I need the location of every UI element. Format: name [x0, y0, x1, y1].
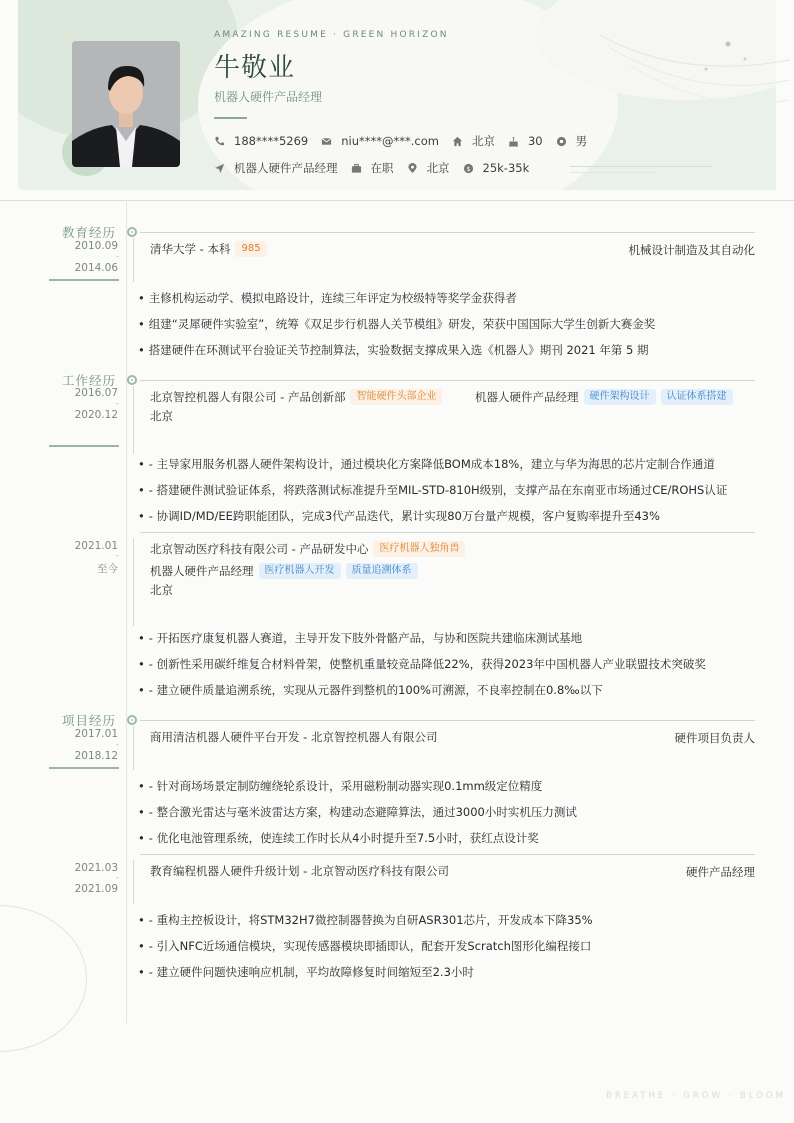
location-pin-icon — [407, 163, 418, 174]
entry-rule — [140, 232, 755, 233]
contact-row — [214, 133, 600, 149]
job1-role-tag: 认证体系搭建 — [661, 389, 733, 405]
job1-date-sep: - — [116, 399, 119, 408]
entry-rule — [140, 380, 755, 381]
list-item: • - 针对商场场景定制防缠绕轮系设计，采用磁粉制动器实现0.1mm级定位精度 — [138, 778, 542, 794]
job2-date-sep: - — [116, 551, 119, 560]
job2-role: 机器人硬件产品经理 — [150, 564, 254, 578]
list-item: • - 建立硬件问题快速响应机制，平均故障修复时间缩短至2.3小时 — [138, 964, 474, 980]
list-item: • - 建立硬件质量追溯系统，实现从元器件到整机的100%可溯源，不良率控制在0.8‰以下 — [138, 682, 603, 698]
job1-role: 机器人硬件产品经理 — [475, 390, 579, 404]
city-text: 北京 — [471, 134, 495, 148]
footer-motto: BREATHE · GROW · BLOOM — [606, 1091, 786, 1101]
age-text: 30 — [527, 134, 543, 148]
list-item: • - 引入NFC近场通信模块，实现传感器模块即插即认，配套开发Scratch图形化编程接口 — [138, 938, 591, 954]
edu-date-sep: - — [116, 252, 119, 261]
contact-email — [321, 134, 439, 148]
gender-icon — [556, 136, 567, 147]
proj2-name: 教育编程机器人硬件升级计划 - 北京智动医疗科技有限公司 — [150, 864, 449, 878]
home-icon — [452, 136, 463, 147]
list-item: • - 重构主控板设计，将STM32H7微控制器替换为自研ASR301芯片，开发成本下降35% — [138, 912, 593, 928]
edu-date-end: 2014.06 — [74, 262, 118, 274]
school-tag: 985 — [235, 241, 266, 257]
entry-bracket — [133, 726, 134, 770]
edu-major: 机械设计制造及其自动化 — [628, 243, 755, 257]
job2-role-line — [150, 563, 418, 579]
contact-phone — [214, 134, 308, 148]
section-title-projects: 项目经历 — [61, 713, 116, 728]
cake-icon — [508, 136, 519, 147]
intention-city-text: 北京 — [426, 161, 450, 175]
decorative-curves — [560, 20, 790, 130]
header-deco-line — [570, 172, 656, 173]
contact-gender — [556, 133, 588, 149]
job1-city: 北京 — [150, 409, 173, 423]
section-title-work: 工作经历 — [61, 373, 116, 388]
contact-age — [508, 134, 543, 148]
candidate-name: 牛敬业 — [214, 53, 296, 83]
job2-role-tag: 质量追溯体系 — [346, 563, 418, 579]
intention-status-text: 在职 — [370, 161, 394, 175]
job2-header — [150, 541, 465, 557]
proj1-name: 商用清洁机器人硬件平台开发 - 北京智控机器人有限公司 — [150, 730, 438, 744]
intention-salary — [463, 161, 530, 175]
contact-city — [452, 133, 495, 149]
list-item: • - 开拓医疗康复机器人赛道，主导开发下肢外骨骼产品，与协和医院共建临床测试基地 — [138, 630, 582, 646]
job-intention-row — [214, 160, 542, 176]
decorative-circle — [0, 905, 87, 1052]
proj2-date-sep: - — [116, 873, 119, 882]
timeline-node — [127, 375, 137, 385]
candidate-title: 机器人硬件产品经理 — [214, 90, 323, 104]
list-item: • - 搭建硬件测试验证体系，将跌落测试标准提升至MIL-STD-810H级别，支撑产品在东南亚市场通过CE/ROHS认证 — [138, 482, 727, 498]
intention-status — [351, 160, 394, 176]
edu-entry-header — [150, 241, 267, 257]
proj2-date-start: 2021.03 — [74, 862, 118, 874]
list-item: • - 创新性采用碳纤维复合材料骨架，使整机重量较竞品降低22%，获得2023年中国机器人产业联盟技术突破奖 — [138, 656, 706, 672]
briefcase-icon — [351, 163, 362, 174]
proj1-role: 硬件项目负责人 — [674, 731, 755, 745]
intention-salary-text: 25k-35k — [482, 161, 530, 175]
list-item: • 搭建硬件在环测试平台验证关节控制算法，实验数据支撑成果入选《机器人》期刊 2021 年第 5 期 — [138, 342, 649, 358]
entry-rule — [140, 720, 755, 721]
entry-bracket — [133, 386, 134, 454]
timeline-node — [127, 715, 137, 725]
job2-role-tag: 医疗机器人开发 — [259, 563, 341, 579]
job2-company-tag: 医疗机器人独角兽 — [373, 541, 465, 557]
proj1-date-start: 2017.01 — [74, 728, 118, 740]
mail-icon — [321, 136, 332, 147]
job2-date-end: 至今 — [97, 563, 118, 575]
list-item: • - 协调ID/MD/EE跨职能团队，完成3代产品迭代，累计实现80万台量产规模，客户复购率提升至43% — [138, 508, 660, 524]
email-text: niu****@***.com — [341, 134, 439, 148]
job1-date-start: 2016.07 — [74, 387, 118, 399]
list-item: • 主修机构运动学、模拟电路设计，连续三年评定为校级特等奖学金获得者 — [138, 290, 517, 306]
intention-position-text: 机器人硬件产品经理 — [234, 161, 338, 175]
job2-date-start: 2021.01 — [74, 540, 118, 552]
timeline-node — [127, 227, 137, 237]
proj1-date-sep: - — [116, 740, 119, 749]
section-title-education: 教育经历 — [61, 225, 116, 240]
phone-text: 188****5269 — [234, 134, 309, 148]
phone-icon — [214, 136, 225, 147]
section-underline — [49, 767, 119, 769]
profile-photo — [72, 41, 180, 167]
header-deco-line — [570, 166, 712, 167]
list-item: • 组建“灵犀硬件实验室”，统筹《双足步行机器人关节模组》研发，荣获中国国际大学生创新大赛金奖 — [138, 316, 655, 332]
proj2-role: 硬件产品经理 — [686, 865, 755, 879]
proj2-date-end: 2021.09 — [74, 883, 118, 895]
send-icon — [214, 163, 225, 174]
entry-bracket — [133, 538, 134, 626]
resume-kicker: AMAZING RESUME · GREEN HORIZON — [214, 30, 449, 40]
svg-text:$: $ — [465, 164, 471, 173]
list-item: • - 主导家用服务机器人硬件架构设计，通过模块化方案降低BOM成本18%，建立与华为海思的芯片定制合作通道 — [138, 456, 715, 472]
job1-date-end: 2020.12 — [74, 409, 118, 421]
entry-rule — [140, 854, 755, 855]
gender-text: 男 — [575, 134, 588, 148]
job2-city: 北京 — [150, 583, 173, 597]
entry-bracket — [133, 238, 134, 282]
job1-role-tag: 硬件架构设计 — [584, 389, 656, 405]
section-underline — [49, 279, 119, 281]
intention-city — [407, 160, 450, 176]
salary-icon — [463, 163, 474, 174]
timeline-axis — [126, 200, 127, 1023]
list-item: • - 整合激光雷达与毫米波雷达方案，构建动态避障算法，通过3000小时实机压力测试 — [138, 804, 577, 820]
job1-company: 北京智控机器人有限公司 - 产品创新部 — [150, 390, 346, 404]
list-item: • - 优化电池管理系统，使连续工作时长从4小时提升至7.5小时，获红点设计奖 — [138, 830, 539, 846]
section-underline — [49, 445, 119, 447]
edu-date-start: 2010.09 — [74, 240, 118, 252]
proj1-date-end: 2018.12 — [74, 750, 118, 762]
job1-company-tag: 智能硬件头部企业 — [350, 389, 442, 405]
job1-role-line — [475, 389, 733, 405]
entry-rule — [140, 532, 755, 533]
school-name: 清华大学 - 本科 — [150, 242, 231, 256]
entry-bracket — [133, 860, 134, 904]
header-divider — [0, 200, 794, 201]
title-underline — [214, 117, 247, 119]
job1-header — [150, 389, 442, 405]
intention-position — [214, 160, 338, 176]
job2-company: 北京智动医疗科技有限公司 - 产品研发中心 — [150, 542, 369, 556]
